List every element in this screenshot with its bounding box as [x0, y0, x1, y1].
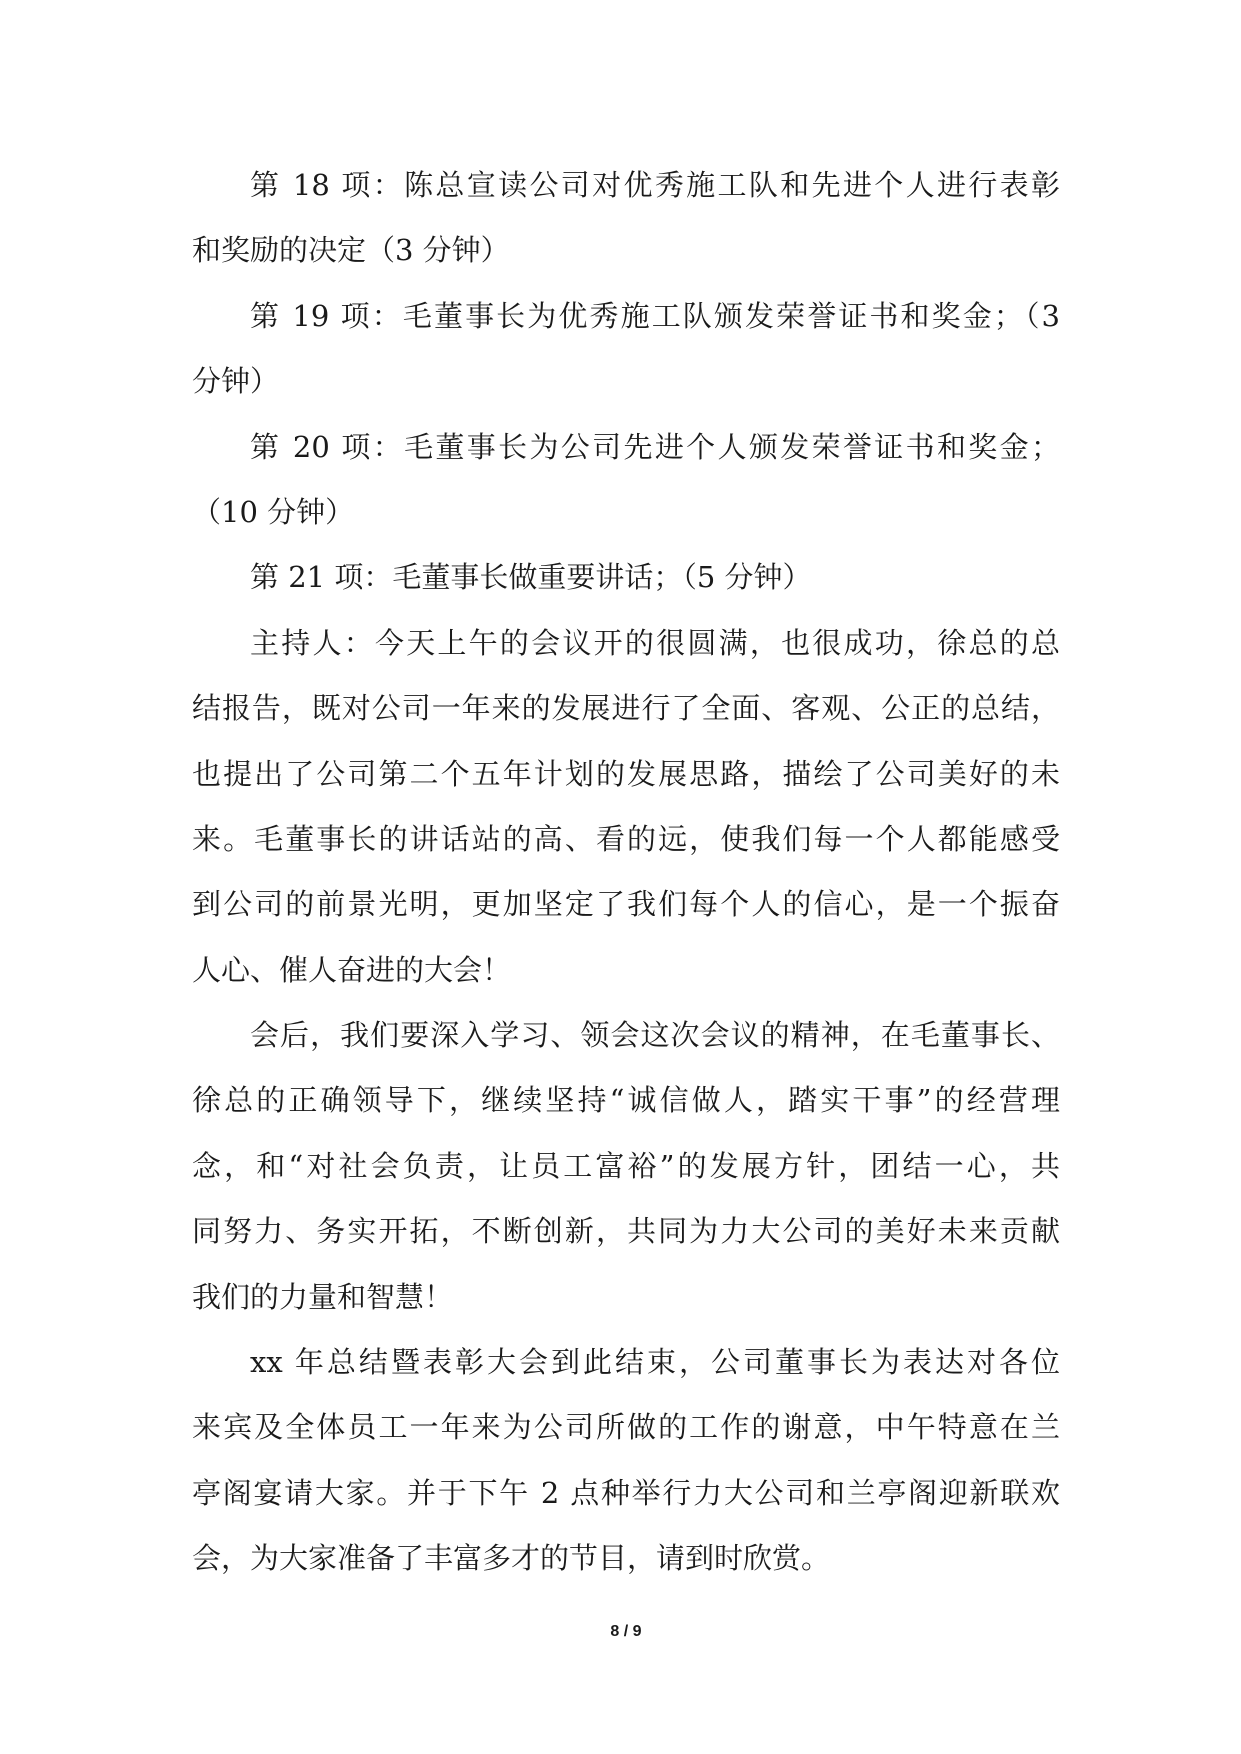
text-line: xx 年总结暨表彰大会到此结束，公司董事长为表达对各位: [250, 1345, 1060, 1380]
text-line: 同努力、务实开拓，不断创新，共同为力大公司的美好未来贡献: [192, 1214, 1060, 1249]
paragraph: [192, 415, 1060, 546]
text-line: 和奖励的决定（3 分钟）: [192, 233, 510, 268]
text-line: 第 20 项：毛董事长为公司先进个人颁发荣誉证书和奖金；: [250, 429, 1060, 464]
paragraph: [192, 153, 1060, 284]
paragraph: [192, 1003, 1060, 1330]
text-line: 也提出了公司第二个五年计划的发展思路，描绘了公司美好的未: [192, 756, 1060, 791]
text-line: 会，为大家准备了丰富多才的节目，请到时欣赏。: [192, 1541, 831, 1576]
text-line: 第 21 项：毛董事长做重要讲话；（5 分钟）: [250, 560, 812, 595]
text-line: 徐总的正确领导下，继续坚持“诚信做人，踏实干事”的经营理: [192, 1083, 1060, 1118]
text-line: 来。毛董事长的讲话站的高、看的远，使我们每一个人都能感受: [192, 821, 1060, 856]
text-line: 到公司的前景光明，更加坚定了我们每个人的信心，是一个振奋: [192, 887, 1060, 922]
text-line: 念，和“对社会负责，让员工富裕”的发展方针，团结一心，共: [192, 1148, 1060, 1183]
text-line: 第 19 项：毛董事长为优秀施工队颁发荣誉证书和奖金；（3: [250, 298, 1060, 333]
paragraph: [192, 611, 1060, 1003]
text-line: 会后，我们要深入学习、领会这次会议的精神，在毛董事长、: [250, 1018, 1060, 1053]
text-line: 结报告，既对公司一年来的发展进行了全面、客观、公正的总结，: [192, 691, 1060, 726]
text-line: 分钟）: [192, 364, 280, 399]
text-line: 我们的力量和智慧！: [192, 1279, 454, 1314]
text-line: 主持人：今天上午的会议开的很圆满，也很成功，徐总的总: [250, 625, 1060, 660]
paragraph: [192, 284, 1060, 415]
text-line: 人心、催人奋进的大会！: [192, 952, 512, 987]
text-line: 亭阁宴请大家。并于下午 2 点种举行力大公司和兰亭阁迎新联欢: [192, 1475, 1060, 1510]
text-line: 第 18 项：陈总宣读公司对优秀施工队和先进个人进行表彰: [250, 168, 1060, 202]
text-line: （10 分钟）: [192, 494, 355, 529]
text-line: 来宾及全体员工一年来为公司所做的工作的谢意，中午特意在兰: [192, 1410, 1060, 1445]
document-body: [192, 153, 1060, 1592]
paragraph: [192, 1330, 1060, 1592]
paragraph: [192, 545, 1060, 610]
page-number: 8 / 9: [610, 1623, 642, 1640]
